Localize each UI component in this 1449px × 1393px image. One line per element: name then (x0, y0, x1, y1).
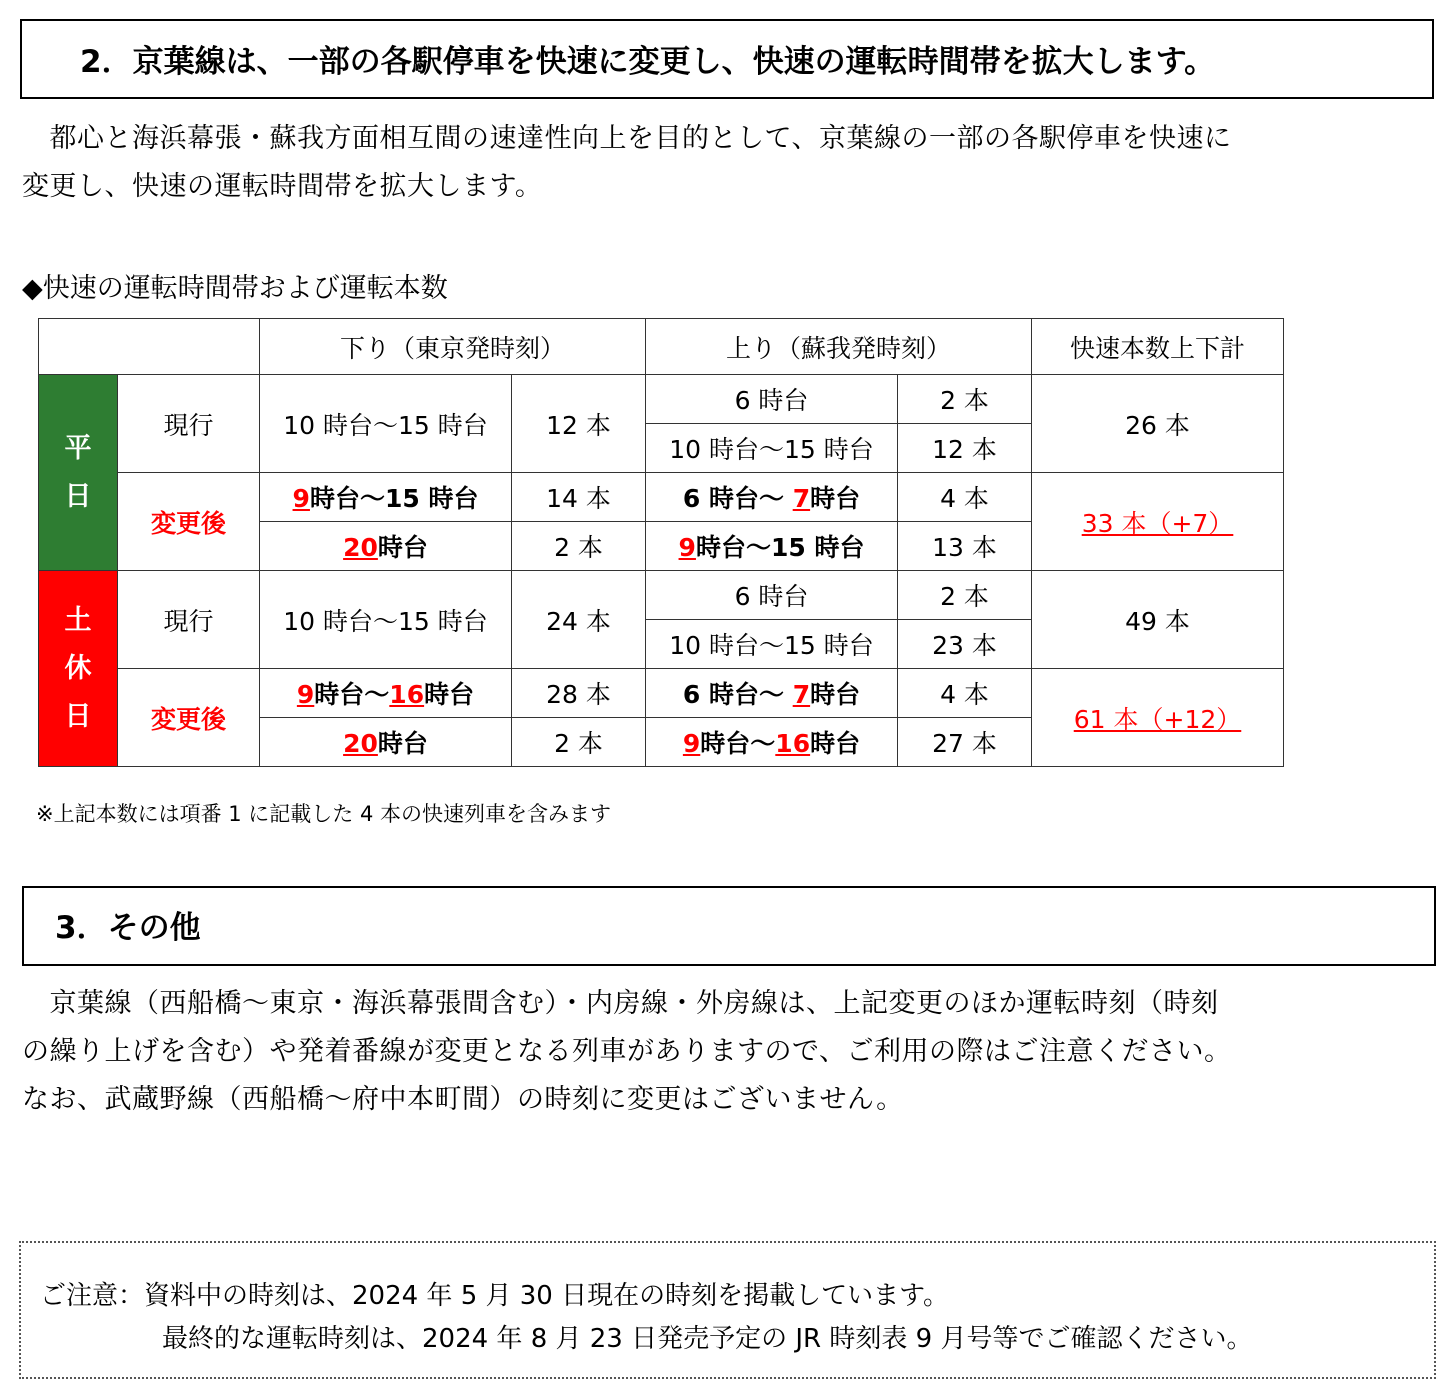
holiday-changed-down-count-1: 28 本 (512, 669, 646, 718)
caution-line-1: ご注意：資料中の時刻は、2024 年 5 月 30 日現在の時刻を掲載しています。 (40, 1281, 950, 1311)
holiday-changed-up-2: 9時台～16時台 (646, 718, 898, 767)
weekday-changed-up-count-1: 4 本 (898, 473, 1032, 522)
weekday-current-down-count: 12 本 (512, 375, 646, 473)
weekday-current-label: 現行 (118, 375, 260, 473)
weekday-changed-up-2: 9時台～15 時台 (646, 522, 898, 571)
weekday-current-up-time-2: 10 時台～15 時台 (646, 424, 898, 473)
header-corner (39, 319, 260, 375)
section2-body-line: 変更し、快速の運転時間帯を拡大します。 (22, 171, 543, 202)
section2-body-line: 都心と海浜幕張・蘇我方面相互間の速達性向上を目的として、京葉線の一部の各駅停車を快速に (22, 123, 1232, 154)
table-footnote: ※上記本数には項番 1 に記載した 4 本の快速列車を含みます (36, 802, 612, 826)
table-row (39, 375, 1284, 424)
table-row (39, 571, 1284, 620)
weekday-changed-total: 33 本（+7） (1032, 473, 1284, 571)
section3-heading-box (22, 886, 1436, 966)
header-down: 下り（東京発時刻） (260, 319, 646, 375)
holiday-current-up-time-1: 6 時台 (646, 571, 898, 620)
weekday-changed-down-count-2: 2 本 (512, 522, 646, 571)
caution-line-2: 最終的な運転時刻は、2024 年 8 月 23 日発売予定の JR 時刻表 9 月号等でご確認ください。 (162, 1324, 1253, 1354)
rapid-service-table (38, 318, 1284, 767)
section3-body-line: の繰り上げを含む）や発着番線が変更となる列車がありますので、ご利用の際はご注意ください。 (22, 1036, 1232, 1067)
holiday-changed-up-count-2: 27 本 (898, 718, 1032, 767)
weekday-changed-down-1: 9時台～15 時台 (260, 473, 512, 522)
weekday-changed-label: 変更後 (118, 473, 260, 571)
table-header-row (39, 319, 1284, 375)
holiday-changed-total: 61 本（+12） (1032, 669, 1284, 767)
header-total: 快速本数上下計 (1032, 319, 1284, 375)
weekday-changed-down-count-1: 14 本 (512, 473, 646, 522)
holiday-current-up-count-1: 2 本 (898, 571, 1032, 620)
holiday-current-label: 現行 (118, 571, 260, 669)
weekday-current-up-count-1: 2 本 (898, 375, 1032, 424)
holiday-changed-down-2: 20時台 (260, 718, 512, 767)
holiday-changed-label: 変更後 (118, 669, 260, 767)
weekday-changed-down-2: 20時台 (260, 522, 512, 571)
holiday-current-total: 49 本 (1032, 571, 1284, 669)
holiday-changed-up-count-1: 4 本 (898, 669, 1032, 718)
weekday-current-up-count-2: 12 本 (898, 424, 1032, 473)
section3-heading: 3．その他 (55, 910, 201, 946)
section2-heading: 2．京葉線は、一部の各駅停車を快速に変更し、快速の運転時間帯を拡大します。 (80, 44, 1216, 80)
holiday-changed-down-count-2: 2 本 (512, 718, 646, 767)
weekday-current-total: 26 本 (1032, 375, 1284, 473)
holiday-current-down-count: 24 本 (512, 571, 646, 669)
holiday-current-up-time-2: 10 時台～15 時台 (646, 620, 898, 669)
weekday-current-down-time: 10 時台～15 時台 (260, 375, 512, 473)
header-up: 上り（蘇我発時刻） (646, 319, 1032, 375)
weekday-changed-up-count-2: 13 本 (898, 522, 1032, 571)
holiday-current-down-time: 10 時台～15 時台 (260, 571, 512, 669)
table-row (39, 669, 1284, 718)
holiday-current-up-count-2: 23 本 (898, 620, 1032, 669)
holiday-label: 土 休 日 (39, 571, 118, 767)
holiday-changed-down-1: 9時台～16時台 (260, 669, 512, 718)
table-subheading: ◆快速の運転時間帯および運転本数 (22, 273, 448, 304)
holiday-changed-up-1: 6 時台～ 7時台 (646, 669, 898, 718)
section3-body (22, 980, 1231, 1124)
weekday-label: 平 日 (39, 375, 118, 571)
weekday-changed-up-1: 6 時台～ 7時台 (646, 473, 898, 522)
weekday-current-up-time-1: 6 時台 (646, 375, 898, 424)
section2-body (22, 115, 1231, 211)
table-row (39, 473, 1284, 522)
section3-body-line: 京葉線（西船橋～東京・海浜幕張間含む）・内房線・外房線は、上記変更のほか運転時刻（時刻 (22, 988, 1219, 1019)
section3-body-line: なお、武蔵野線（西船橋～府中本町間）の時刻に変更はございません。 (22, 1084, 904, 1115)
